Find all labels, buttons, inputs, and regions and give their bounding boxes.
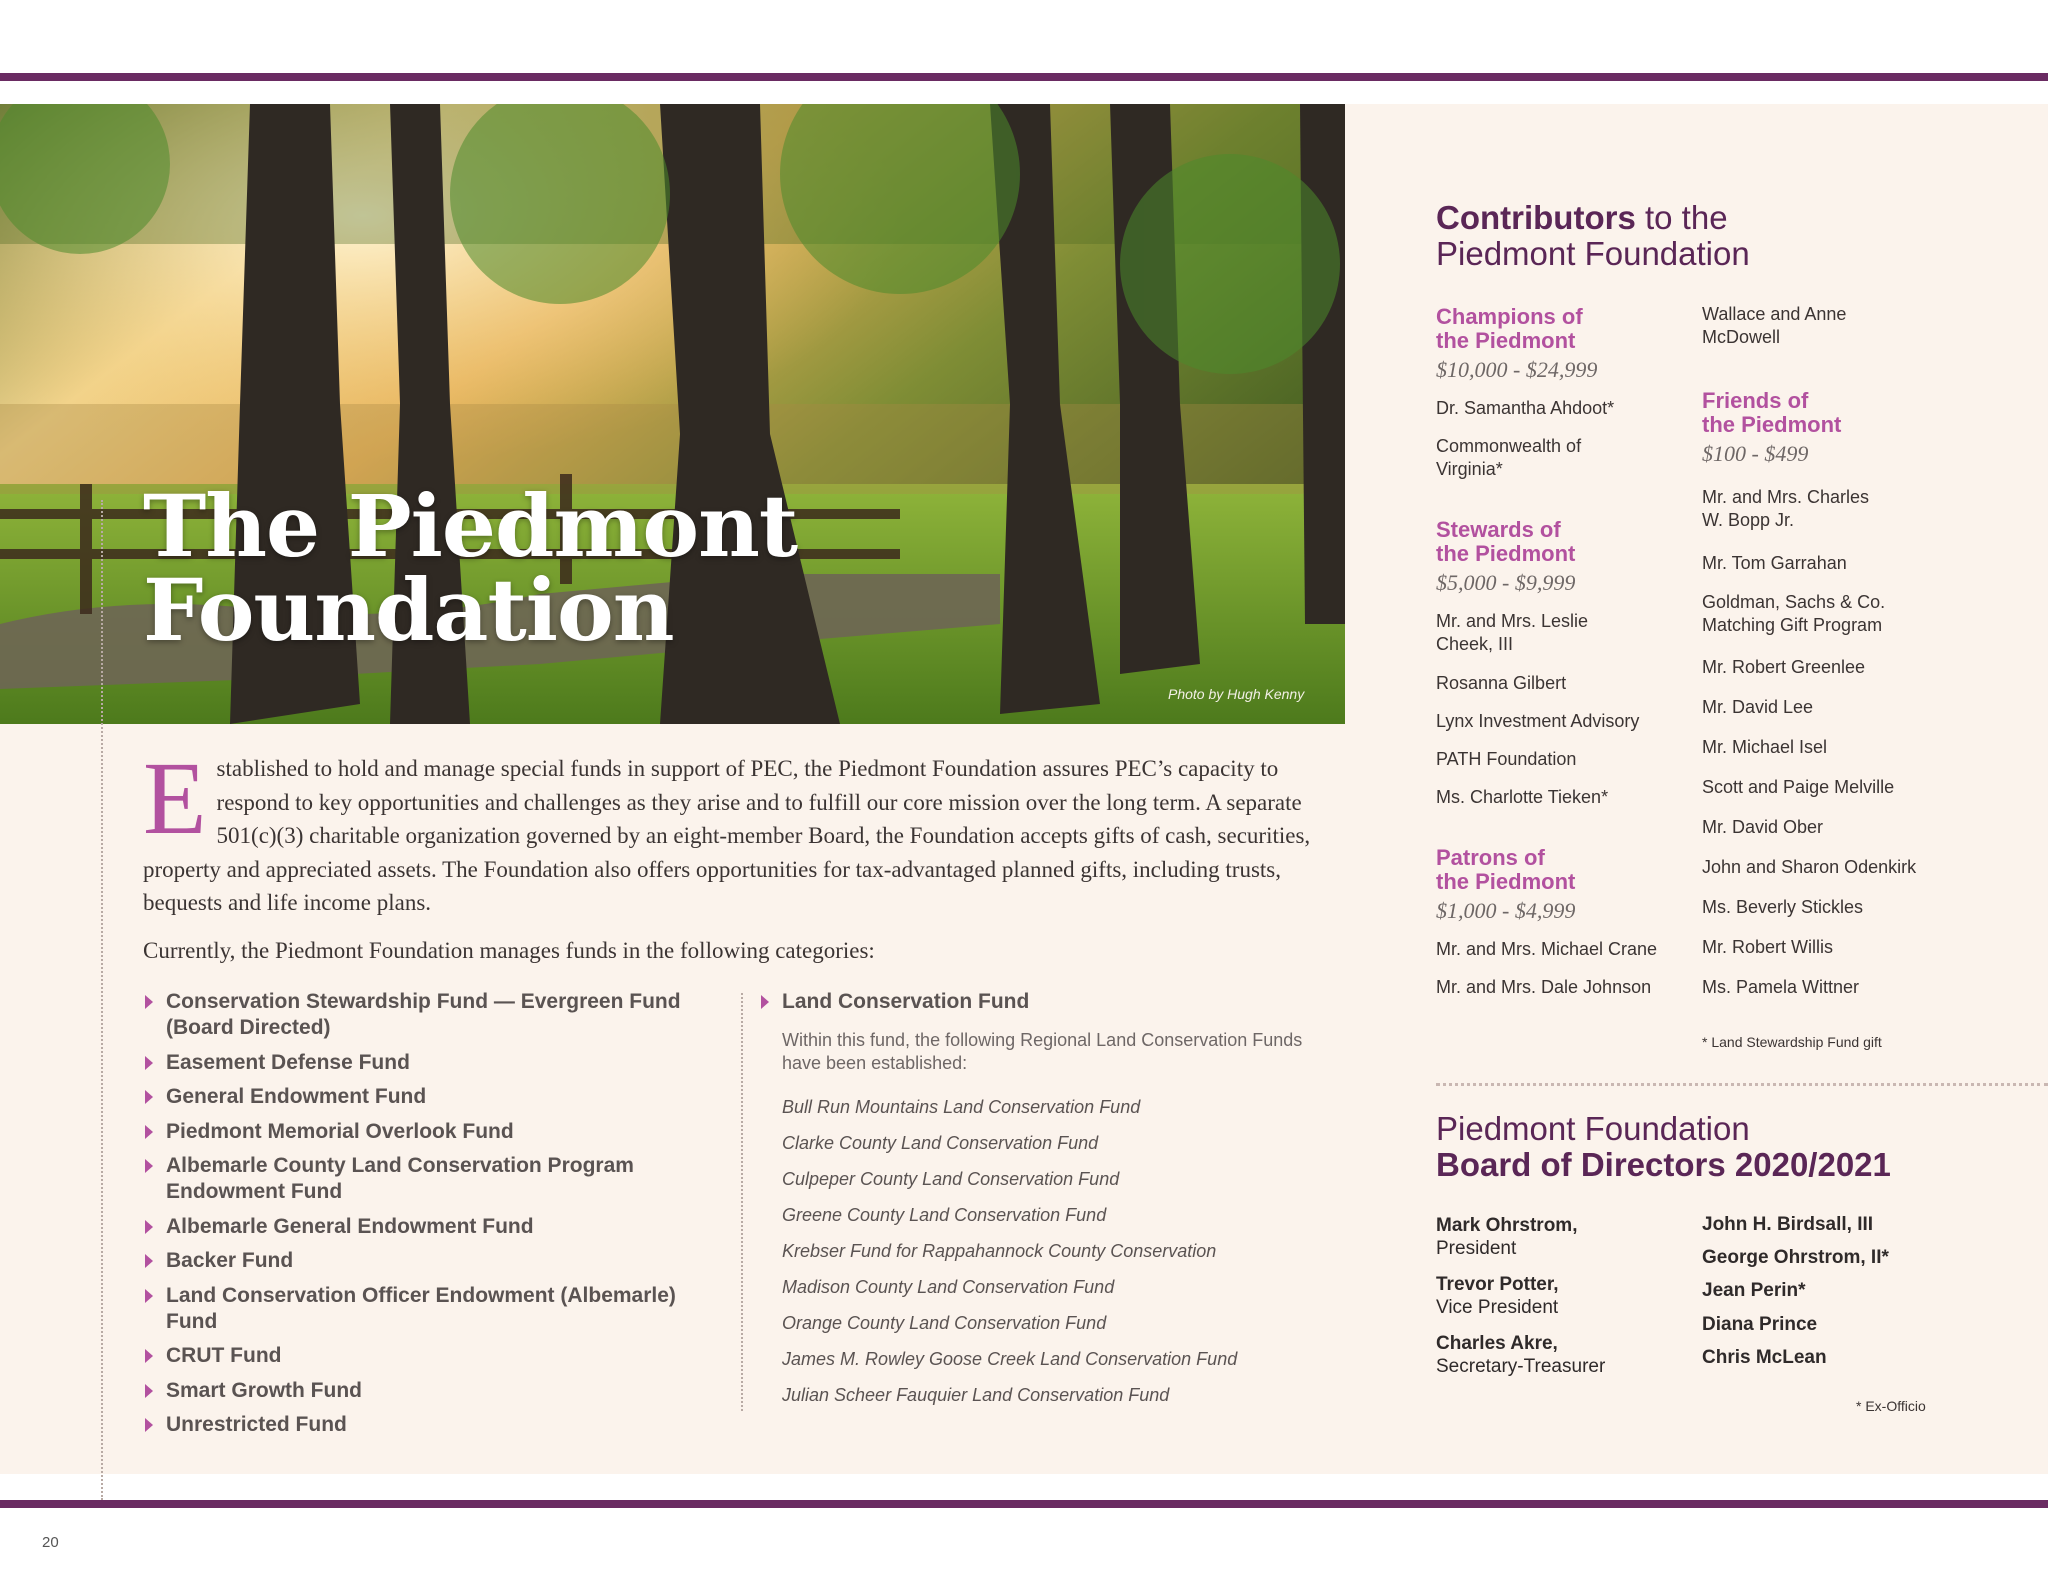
section-dotted-rule <box>1436 1083 2048 1086</box>
triangle-bullet-icon <box>145 1159 153 1173</box>
list-item: Smart Growth Fund <box>143 1378 733 1404</box>
contributor-name: Dr. Samantha Ahdoot* <box>1436 398 1615 418</box>
contributors-footnote: * Land Stewardship Fund gift <box>1702 1034 1882 1050</box>
contributor-name: Mr. Robert Willis <box>1702 937 1834 957</box>
list-item: Krebser Fund for Rappahannock County Conservation <box>782 1241 1217 1261</box>
triangle-bullet-icon <box>145 1418 153 1432</box>
contributor-name: Lynx Investment Advisory <box>1436 711 1640 731</box>
list-item: Land Conservation Officer Endowment (Albemarle) Fund <box>143 1283 733 1335</box>
contributor-name: Mr. Tom Garrahan <box>1702 553 1847 573</box>
list-item: Conservation Stewardship Fund — Evergreen Fund (Board Directed) <box>143 989 733 1041</box>
page-number: 20 <box>42 1534 59 1551</box>
bottom-rule <box>0 1500 2048 1508</box>
land-conservation-intro: Within this fund, the following Regional Land Conservation Funds have been established: <box>782 1030 1303 1073</box>
triangle-bullet-icon <box>145 1254 153 1268</box>
list-item: Bull Run Mountains Land Conservation Fund <box>782 1097 1141 1117</box>
contributor-name: Mr. and Mrs. Leslie Cheek, III <box>1436 611 1589 654</box>
triangle-bullet-icon <box>145 995 153 1009</box>
contributor-name: Scott and Paige Melville <box>1702 777 1895 797</box>
list-item: Orange County Land Conservation Fund <box>782 1313 1107 1333</box>
list-item: Easement Defense Fund <box>143 1050 733 1076</box>
contributor-name: Ms. Charlotte Tieken* <box>1436 787 1609 807</box>
triangle-bullet-icon <box>145 1056 153 1070</box>
list-item: CRUT Fund <box>143 1343 733 1369</box>
list-item: Unrestricted Fund <box>143 1412 733 1438</box>
list-item: General Endowment Fund <box>143 1084 733 1110</box>
contributor-name: Rosanna Gilbert <box>1436 673 1567 693</box>
fund-list <box>143 989 733 1447</box>
list-item: Backer Fund <box>143 1248 733 1274</box>
tier-stewards <box>1436 518 1686 596</box>
list-item: Albemarle General Endowment Fund <box>143 1214 733 1240</box>
contributor-name: Mr. Robert Greenlee <box>1702 657 1866 677</box>
list-item: Clarke County Land Conservation Fund <box>782 1133 1099 1153</box>
triangle-bullet-icon <box>761 995 769 1009</box>
contributor-name: Goldman, Sachs & Co. Matching Gift Program <box>1702 592 1886 635</box>
tier-range: $5,000 - $9,999 <box>1436 570 1576 595</box>
contributors-heading: Contributors to the Piedmont Foundation <box>1436 199 1750 272</box>
triangle-bullet-icon <box>145 1384 153 1398</box>
board-officer: Charles Akre, Secretary-Treasurer <box>1436 1333 1606 1377</box>
board-footnote: * Ex-Officio <box>1856 1398 1926 1414</box>
tier-title: Patrons of the Piedmont <box>1436 845 1576 894</box>
tier-title: Stewards of the Piedmont <box>1436 517 1576 566</box>
tier-title: Champions of the Piedmont <box>1436 304 1583 353</box>
drop-cap: E <box>143 741 207 856</box>
contributor-name: Mr. and Mrs. Dale Johnson <box>1436 977 1652 997</box>
board-member: Diana Prince <box>1702 1314 1818 1335</box>
board-member: George Ohrstrom, II* <box>1702 1247 1889 1268</box>
board-officer: Trevor Potter, Vice President <box>1436 1274 1559 1318</box>
list-item: Piedmont Memorial Overlook Fund <box>143 1119 733 1145</box>
regional-fund-list <box>759 1089 1339 1413</box>
column-dotted-rule <box>741 993 743 1411</box>
land-conservation-section <box>759 989 1339 1413</box>
list-item: Julian Scheer Fauquier Land Conservation Fund <box>782 1385 1170 1405</box>
page-title: The Piedmont Foundation <box>143 477 798 661</box>
triangle-bullet-icon <box>145 1125 153 1139</box>
tier-patrons <box>1436 846 1686 924</box>
triangle-bullet-icon <box>145 1090 153 1104</box>
contributor-name: Ms. Pamela Wittner <box>1702 977 1860 997</box>
contributor-name: Mr. David Lee <box>1702 697 1814 717</box>
tier-range: $10,000 - $24,999 <box>1436 357 1598 382</box>
contributor-name: John and Sharon Odenkirk <box>1702 857 1917 877</box>
list-item: Madison County Land Conservation Fund <box>782 1277 1115 1297</box>
contributor-name: Mr. David Ober <box>1702 817 1824 837</box>
contributor-name: Mr. and Mrs. Charles W. Bopp Jr. <box>1702 487 1870 530</box>
list-item: Culpeper County Land Conservation Fund <box>782 1169 1120 1189</box>
board-member: Jean Perin* <box>1702 1280 1806 1301</box>
list-item: James M. Rowley Goose Creek Land Conservation Fund <box>782 1349 1238 1369</box>
tier-range: $1,000 - $4,999 <box>1436 898 1576 923</box>
left-dotted-rule <box>101 500 103 1500</box>
contributor-name: Mr. and Mrs. Michael Crane <box>1436 939 1658 959</box>
top-rule <box>0 73 2048 81</box>
list-item: Greene County Land Conservation Fund <box>782 1205 1107 1225</box>
board-member: Chris McLean <box>1702 1347 1827 1368</box>
funds-intro: Currently, the Piedmont Foundation manages funds in the following categories: <box>143 938 875 963</box>
triangle-bullet-icon <box>145 1289 153 1303</box>
triangle-bullet-icon <box>145 1349 153 1363</box>
contributor-name: Commonwealth of Virginia* <box>1436 436 1582 479</box>
tier-title: Friends of the Piedmont <box>1702 388 1842 437</box>
tier-friends <box>1702 389 1952 467</box>
photo-credit: Photo by Hugh Kenny <box>1168 686 1305 702</box>
contributor-name: Wallace and Anne McDowell <box>1702 304 1847 347</box>
land-conservation-title: Land Conservation Fund <box>759 989 1339 1015</box>
board-member: John H. Birdsall, III <box>1702 1214 1874 1235</box>
contributor-name: PATH Foundation <box>1436 749 1577 769</box>
contributor-name: Ms. Beverly Stickles <box>1702 897 1864 917</box>
triangle-bullet-icon <box>145 1220 153 1234</box>
tier-range: $100 - $499 <box>1702 441 1809 466</box>
board-officer: Mark Ohrstrom, President <box>1436 1215 1578 1259</box>
board-heading: Piedmont Foundation Board of Directors 2020/2021 <box>1436 1110 1891 1183</box>
intro-paragraph: Established to hold and manage special funds in support of PEC, the Piedmont Foundation assures PEC’s capacity to respond to key opportunities and challenges as they arise and to fulfill our core mission over the long term. A separate 501(c)(3) charitable organization governed by an eight-member Board, the Foundation accepts gifts of cash, securities, property and appreciated assets. The Foundation also offers opportunities for tax-advantaged planned gifts, including trusts, bequests and life income plans. <box>143 741 1311 915</box>
tier-champions <box>1436 305 1686 383</box>
list-item: Albemarle County Land Conservation Program Endowment Fund <box>143 1153 733 1205</box>
contributor-name: Mr. Michael Isel <box>1702 737 1828 757</box>
